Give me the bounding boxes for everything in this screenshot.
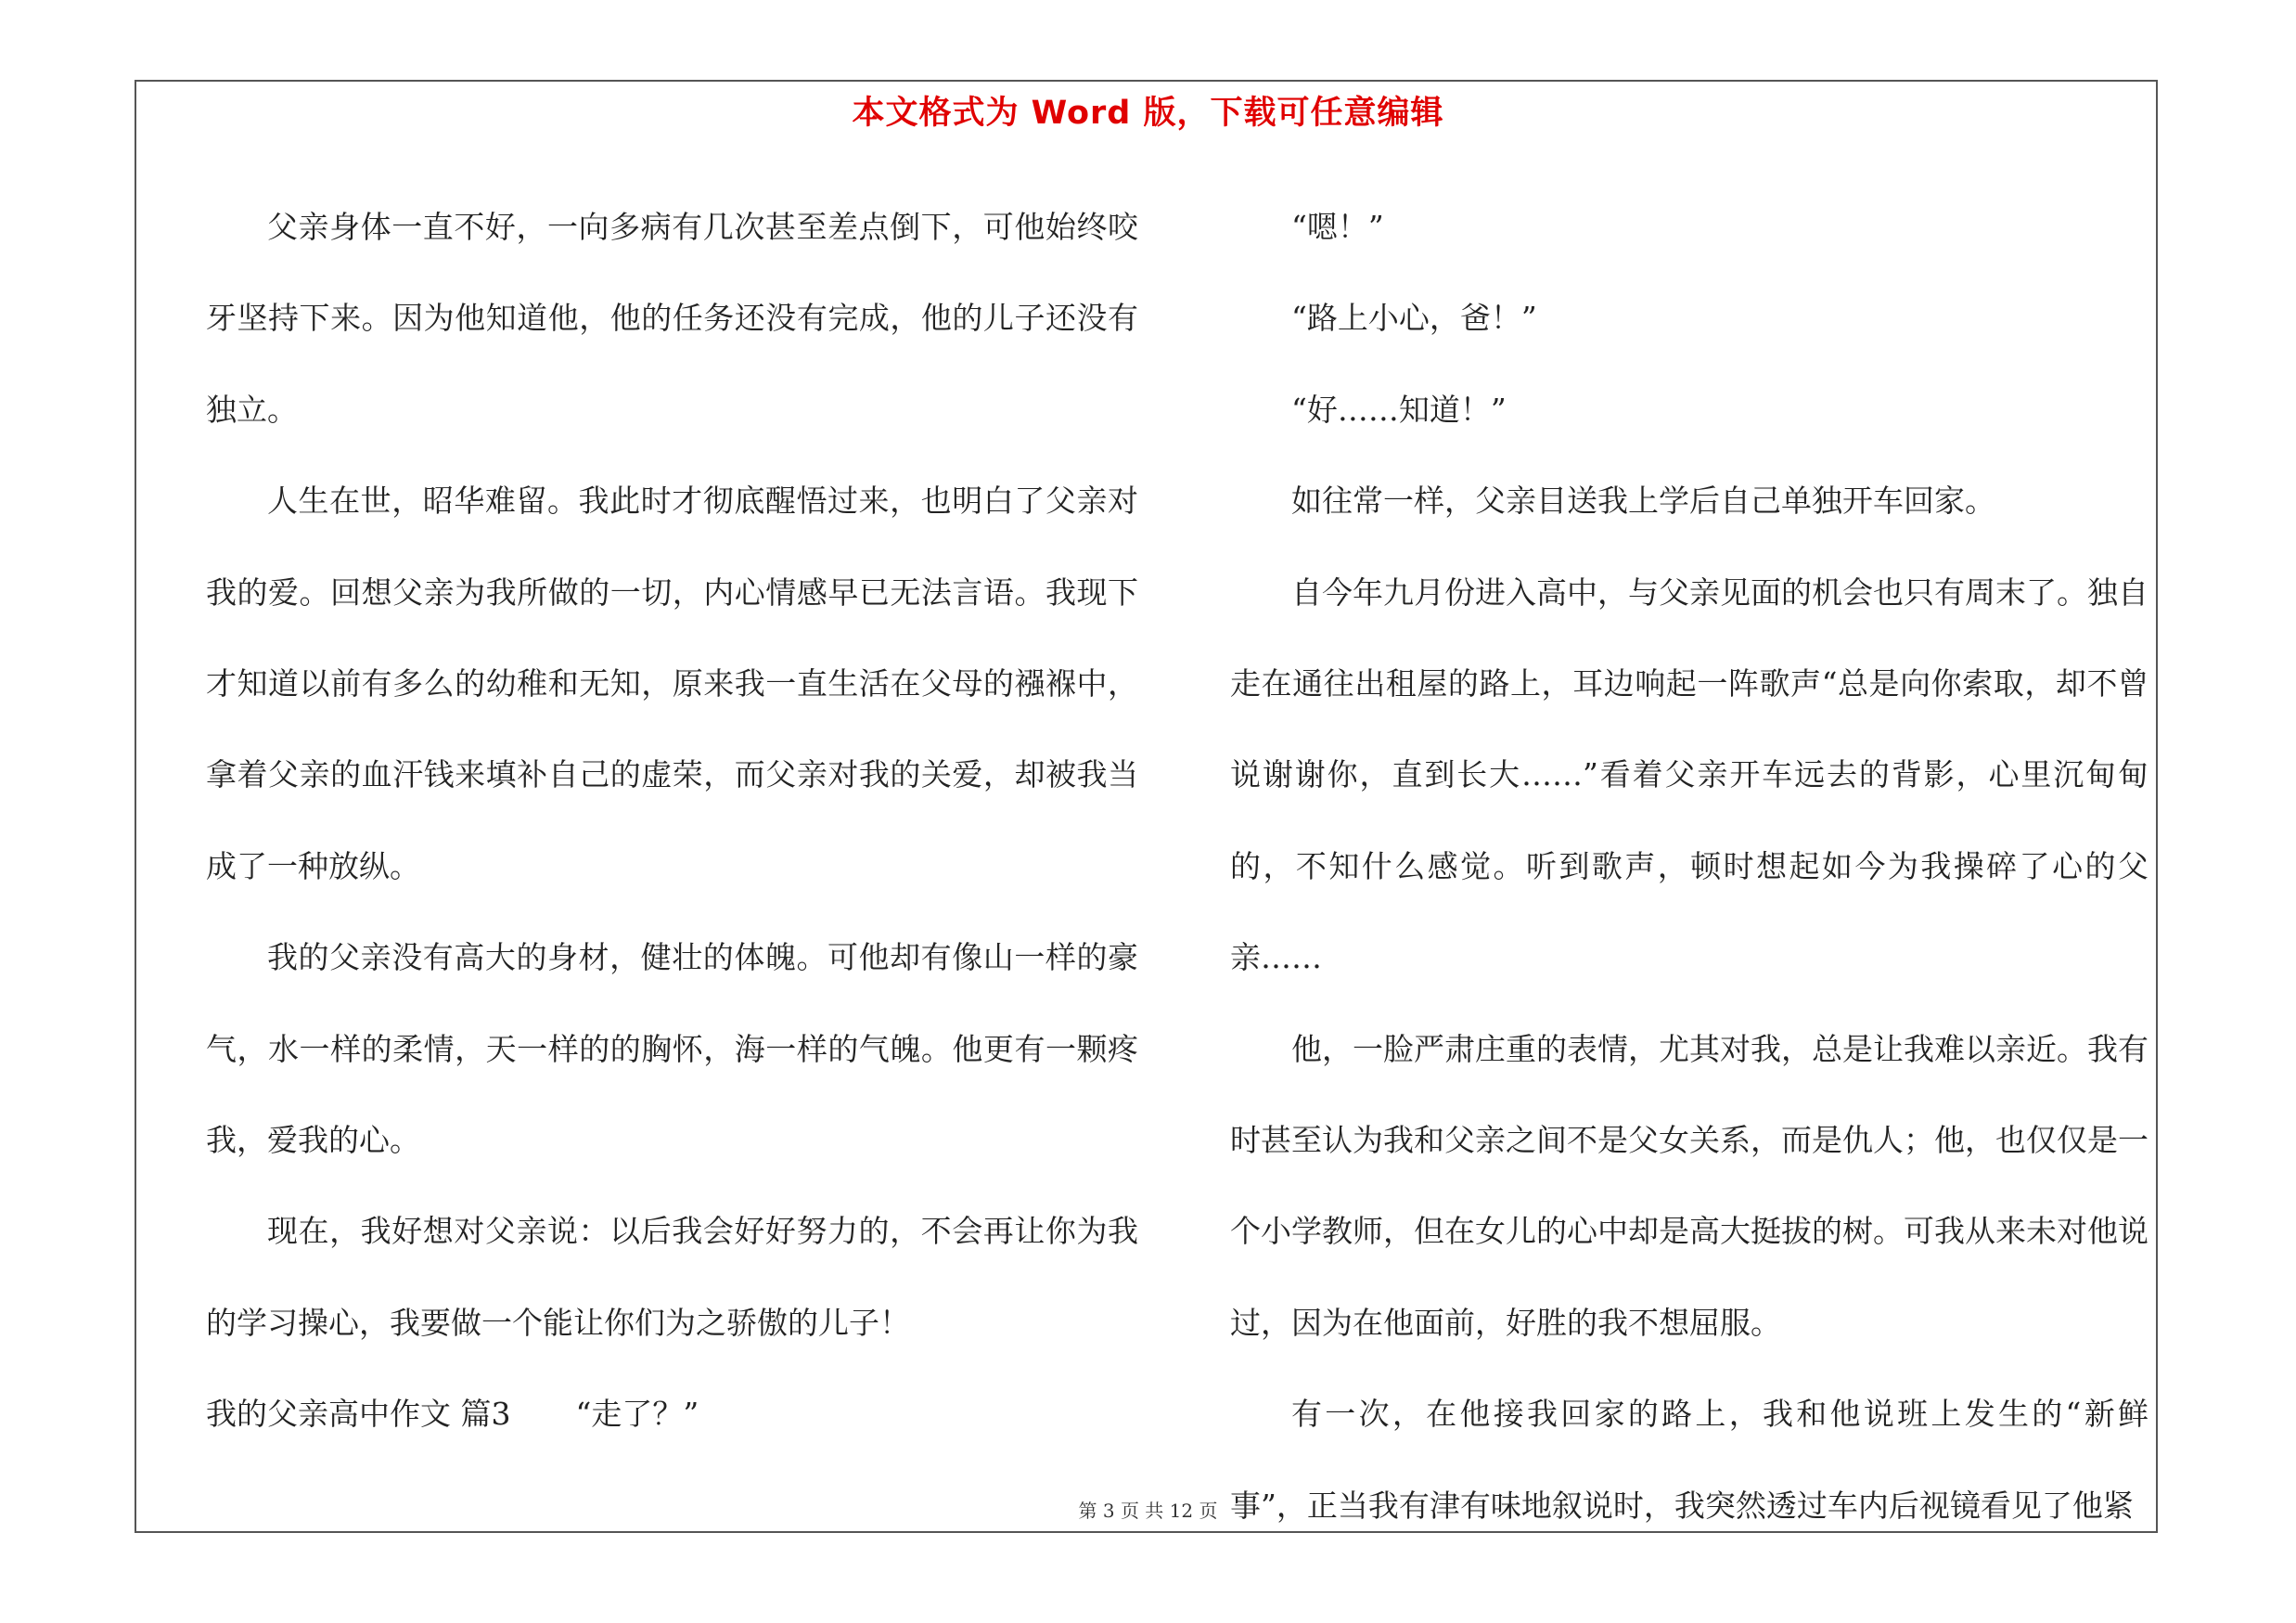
dialogue-line: “走了？”: [575, 1396, 699, 1433]
paragraph: 人生在世，昭华难留。我此时才彻底醒悟过来，也明白了父亲对我的爱。回想父亲为我所做的一切，内心情感早已无法言语。我现下才知道以前有多么的幼稚和无知，原来我一直生活在父母的襁褓中，拿着父亲的血汗钱来填补自己的虚荣，而父亲对我的关爱，却被我当成了一种放纵。: [206, 483, 1138, 884]
paragraph: 父亲身体一直不好，一向多病有几次甚至差点倒下，可他始终咬牙坚持下来。因为他知道他，他的任务还没有完成，他的儿子还没有独立。: [206, 209, 1138, 428]
word-format-banner: 本文格式为 Word 版，下载可任意编辑: [852, 95, 1444, 132]
section-heading: 我的父亲高中作文 篇3: [206, 1396, 511, 1433]
paragraph: 有一次，在他接我回家的路上，我和他说班上发生的“新鲜事”，正当我有津有味地叙说时，我突然透过车内后视镜看见了他紧: [1230, 1396, 2148, 1524]
dialogue-line: “嗯！”: [1291, 209, 1384, 245]
left-column: [206, 182, 1138, 1461]
paragraph: 我的父亲没有高大的身材，健壮的体魄。可他却有像山一样的豪气，水一样的柔情，天一样的的胸怀，海一样的气魄。他更有一颗疼我，爱我的心。: [206, 939, 1138, 1159]
section-heading-line: [206, 1369, 1138, 1460]
dialogue-line: “好……知道！”: [1291, 391, 1507, 428]
paragraph: 如往常一样，父亲目送我上学后自己单独开车回家。: [1291, 483, 1995, 520]
dialogue-line: “路上小心，爸！”: [1291, 300, 1537, 337]
page-number-footer: 第 3 页 共 12 页: [1078, 1500, 1218, 1522]
right-column: [1230, 182, 2148, 1552]
paragraph: 自今年九月份进入高中，与父亲见面的机会也只有周末了。独自走在通往出租屋的路上，耳边响起一阵歌声“总是向你索取，却不曾说谢谢你，直到长大……”看着父亲开车远去的背影，心里沉甸甸的，不知什么感觉。听到歌声，顿时想起如今为我操碎了心的父亲……: [1230, 573, 2148, 976]
paragraph: 现在，我好想对父亲说：以后我会好好努力的，不会再让你为我的学习操心，我要做一个能让你们为之骄傲的儿子！: [206, 1213, 1138, 1341]
paragraph: 他，一脸严肃庄重的表情，尤其对我，总是让我难以亲近。我有时甚至认为我和父亲之间不是父女关系，而是仇人；他，也仅仅是一个小学教师，但在女儿的心中却是高大挺拔的树。可我从来未对他说过，因为在他面前，好胜的我不想屈服。: [1230, 1030, 2148, 1341]
